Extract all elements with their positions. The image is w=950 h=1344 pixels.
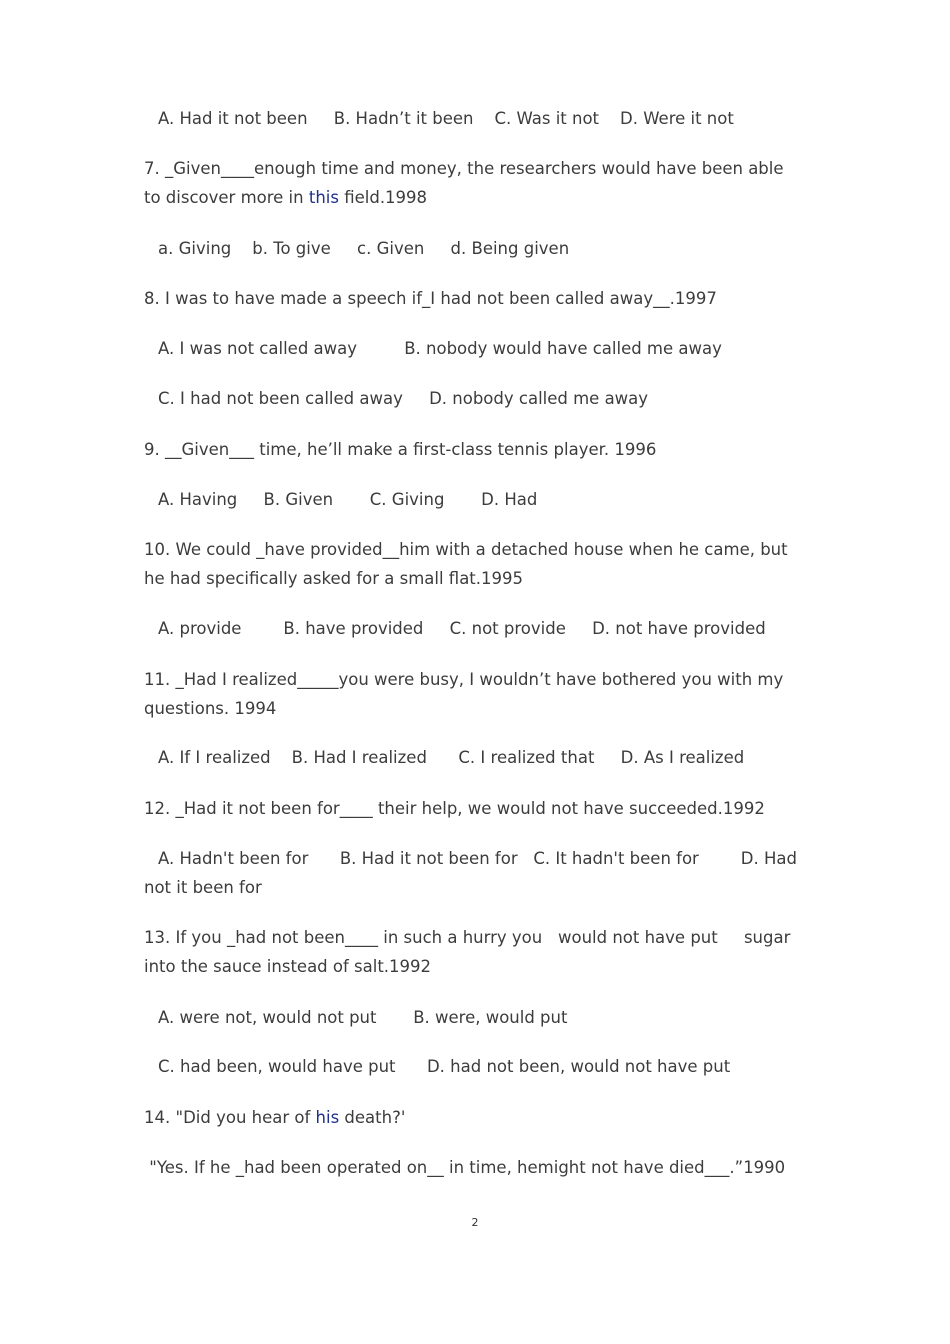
q7-text-b: field.1998 [338,188,428,207]
q11-stem-line2: questions. 1994 [144,699,277,718]
q7-options: a. Giving b. To give c. Given d. Being given [158,239,570,258]
q8-options-ab: A. I was not called away B. nobody would have called me away [158,339,722,358]
q7-text-a: to discover more in [144,188,309,207]
q8-stem: 8. I was to have made a speech if_I had not been called away__.1997 [144,289,717,308]
q10-stem-line2: he had specifically asked for a small flat.1995 [144,569,524,588]
q14-text-a: 14. "Did you hear of [144,1108,316,1127]
q12-options-line1: A. Hadn't been for B. Had it not been for C. It hadn't been for D. Had [158,849,797,868]
q10-stem-line1: 10. We could _have provided__him with a detached house when he came, but [144,540,788,559]
q12-options-line2: not it been for [144,878,262,897]
q12-stem: 12. _Had it not been for____ their help, we would not have succeeded.1992 [144,799,765,818]
q14-text-b: death?' [339,1108,406,1127]
q9-options: A. Having B. Given C. Giving D. Had [158,490,538,509]
q13-options-ab: A. were not, would not put B. were, would put [158,1008,568,1027]
q6-options: A. Had it not been B. Hadn’t it been C. Was it not D. Were it not [158,109,734,128]
page-number: 2 [471,1216,479,1229]
q9-stem: 9. __Given___ time, he’ll make a first-class tennis player. 1996 [144,440,657,459]
q14-link-word: his [315,1108,340,1127]
q13-stem-line1: 13. If you _had not been____ in such a hurry you would not have put sugar [144,928,791,947]
q7-stem-line1: 7. _Given____enough time and money, the researchers would have been able [144,159,784,178]
q14-answer-line: "Yes. If he _had been operated on__ in time, hemight not have died___.”1990 [144,1158,786,1177]
q13-stem-line2: into the sauce instead of salt.1992 [144,957,432,976]
q7-link-word: this [308,188,339,207]
q7-stem-line2 [144,183,807,212]
q11-stem-line1: 11. _Had I realized_____you were busy, I wouldn’t have bothered you with my [144,670,784,689]
q8-options-cd: C. I had not been called away D. nobody called me away [158,389,649,408]
q11-options: A. If I realized B. Had I realized C. I realized that D. As I realized [158,748,745,767]
q13-options-cd: C. had been, would have put D. had not been, would not have put [158,1057,731,1076]
q14-stem [144,1103,807,1132]
q10-options: A. provide B. have provided C. not provide D. not have provided [158,619,766,638]
